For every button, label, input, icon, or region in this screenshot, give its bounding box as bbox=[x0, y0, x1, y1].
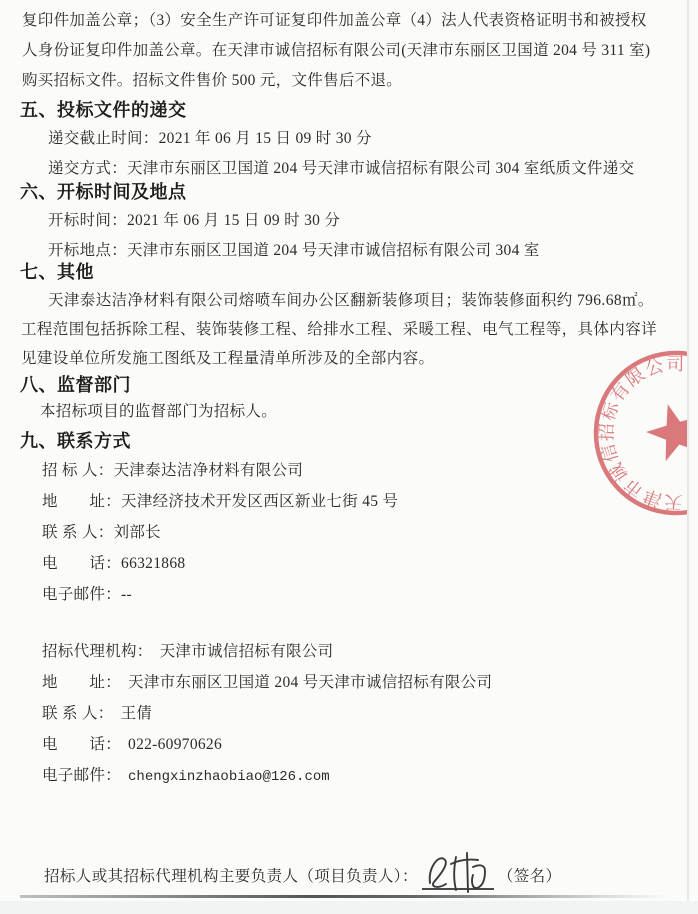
text-line: 开标时间：2021 年 06 月 15 日 09 时 30 分 bbox=[48, 212, 341, 229]
text-line: 递交截止时间：2021 年 06 月 15 日 09 时 30 分 bbox=[48, 130, 372, 147]
section-7-paragraph bbox=[21, 286, 664, 373]
seal-text: 天津市诚信招标有限公司 bbox=[596, 353, 686, 513]
signature-label: 招标人或其招标代理机构主要负责人（项目负责人）： bbox=[44, 868, 418, 885]
signature-handwriting bbox=[425, 850, 491, 896]
contact-value: 天津经济技术开发区西区新业七街 45 号 bbox=[121, 493, 399, 510]
contact-label: 联 系 人： bbox=[42, 705, 114, 722]
contact-row bbox=[42, 636, 698, 667]
section-7-heading: 七、其他 bbox=[20, 262, 94, 282]
contact-row bbox=[42, 698, 698, 729]
contact-row bbox=[42, 760, 698, 793]
text-line: 复印件加盖公章；（3）安全生产许可证复印件加盖公章（4）法人代表资格证明书和被授权 bbox=[22, 12, 647, 29]
section-8-body: 本招标项目的监督部门为招标人。 bbox=[40, 403, 278, 420]
contact-value: -- bbox=[121, 586, 132, 603]
tenderer-contact-block bbox=[0, 455, 698, 610]
contact-value: 天津市诚信招标有限公司 bbox=[159, 643, 334, 660]
text-line: 天津泰达洁净材料有限公司熔喷车间办公区翻新装修项目；装饰装修面积约 796.68㎡。 bbox=[48, 292, 654, 309]
scan-bottom-strip bbox=[0, 901, 698, 914]
text-line: 开标地点：天津市东丽区卫国道 204 号天津市诚信招标有限公司 304 室 bbox=[48, 242, 540, 259]
contact-value: 66321868 bbox=[121, 555, 186, 572]
section-6-items bbox=[0, 206, 698, 266]
contact-label: 电子邮件： bbox=[42, 586, 122, 603]
contact-row bbox=[42, 667, 698, 698]
text-line: 购买招标文件。招标文件售价 500 元，文件售后不退。 bbox=[22, 72, 403, 89]
contact-label: 地 址： bbox=[42, 493, 122, 510]
contact-label: 电 话： bbox=[42, 736, 122, 753]
paragraph-intro bbox=[22, 0, 664, 96]
section-8-heading: 八、监督部门 bbox=[20, 375, 131, 395]
text-line: 递交方式：天津市东丽区卫国道 204 号天津市诚信招标有限公司 304 室纸质文件递交 bbox=[48, 160, 635, 177]
section-5-items bbox=[0, 124, 698, 184]
contact-row bbox=[42, 729, 698, 760]
section-9-heading: 九、联系方式 bbox=[20, 431, 131, 451]
section-6-heading: 六、开标时间及地点 bbox=[20, 182, 187, 202]
contact-row bbox=[42, 579, 698, 610]
signature-row bbox=[44, 862, 561, 890]
agency-contact-block bbox=[0, 636, 698, 793]
section-5-heading: 五、投标文件的递交 bbox=[20, 100, 187, 120]
contact-value: 天津泰达洁净材料有限公司 bbox=[113, 462, 304, 479]
contact-value: 王倩 bbox=[120, 705, 153, 722]
contact-row bbox=[42, 486, 698, 517]
signature-suffix: （签名） bbox=[497, 868, 562, 885]
contact-label: 电子邮件： bbox=[42, 767, 122, 784]
contact-label: 招标代理机构： bbox=[42, 643, 153, 660]
contact-row bbox=[42, 548, 698, 579]
contact-row bbox=[42, 455, 698, 486]
contact-label: 招 标 人： bbox=[42, 462, 114, 479]
contact-label: 地 址： bbox=[42, 674, 122, 691]
text-line: 工程范围包括拆除工程、装饰装修工程、给排水工程、采暖工程、电气工程等，具体内容详 bbox=[21, 321, 658, 338]
page-right-edge bbox=[687, 0, 689, 914]
contact-value: chengxinzhaobiao@126.com bbox=[128, 769, 330, 785]
page-bottom-edge bbox=[20, 895, 670, 898]
contact-value: 天津市东丽区卫国道 204 号天津市诚信招标有限公司 bbox=[128, 674, 493, 691]
contact-row bbox=[42, 517, 698, 548]
signature-field bbox=[422, 862, 494, 890]
contact-label: 联 系 人： bbox=[42, 524, 114, 541]
contact-label: 电 话： bbox=[42, 555, 122, 572]
text-line: 人身份证复印件加盖公章。在天津市诚信招标有限公司(天津市东丽区卫国道 204 号 311 室) bbox=[22, 42, 651, 59]
text-line: 见建设单位所发施工图纸及工程量清单所涉及的全部内容。 bbox=[21, 350, 435, 367]
contact-value: 022-60970626 bbox=[128, 736, 223, 753]
contact-value: 刘部长 bbox=[113, 524, 161, 541]
